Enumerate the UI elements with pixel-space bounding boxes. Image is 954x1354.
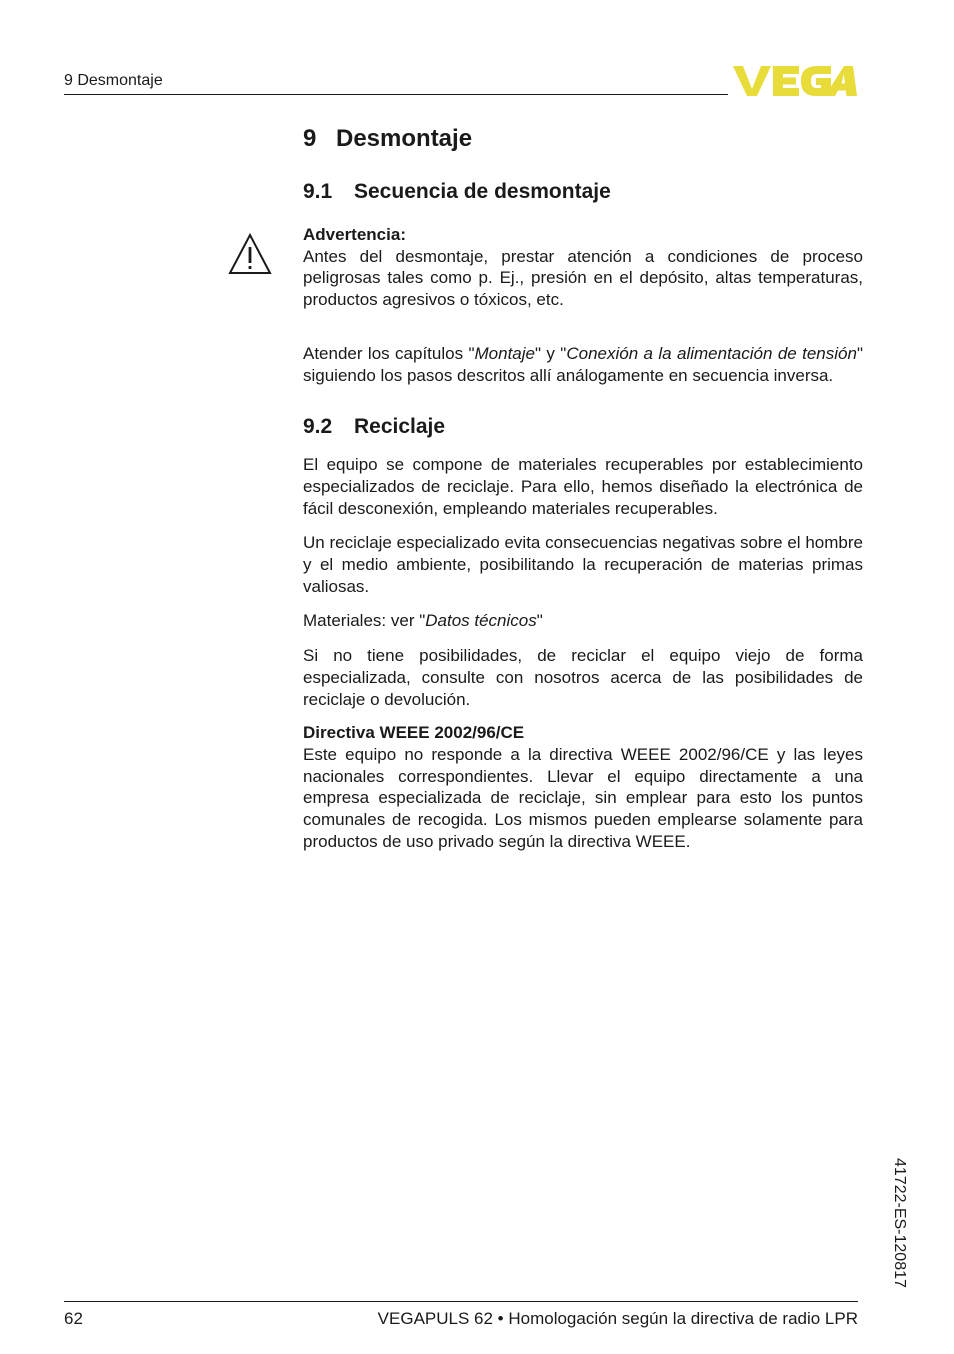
materials-paragraph — [303, 610, 863, 632]
recycling-paragraph-2: Un reciclaje especializado evita consecuencias negativas sobre el hombre y el medio ambiente, posibilitando la recuperación de materias primas valiosas. — [303, 533, 863, 596]
reference-conexion: Conexión a la alimentación de tensión — [566, 343, 857, 363]
footer-rule — [64, 1301, 858, 1302]
chapter-title: Desmontaje — [336, 125, 473, 152]
main-content — [303, 120, 863, 852]
footer-document-title: VEGAPULS 62 • Homologación según la directiva de radio LPR — [377, 1309, 858, 1328]
section-number: 9.1 — [303, 180, 333, 203]
disassembly-instructions — [303, 343, 863, 386]
running-header: 9 Desmontaje — [64, 72, 163, 89]
materials-prefix: Materiales: ver " — [303, 611, 426, 631]
section-number: 9.2 — [303, 415, 333, 439]
reference-montaje: Montaje — [474, 343, 535, 363]
chapter-number: 9 — [303, 125, 317, 152]
instructions-text-1: Atender los capítulos " — [303, 343, 475, 363]
section-heading-9-2 — [303, 412, 863, 442]
weee-heading: Directiva WEEE 2002/96/CE — [303, 723, 525, 743]
section-title: Secuencia de desmontaje — [354, 180, 611, 203]
document-code: 41722-ES-120817 — [891, 1158, 908, 1288]
vega-logo — [733, 64, 857, 98]
warning-triangle-icon — [228, 233, 272, 275]
instructions-text-3: " siguiendo los pasos descritos allí análogamente en secuencia inversa. — [303, 343, 863, 385]
instructions-text-2: " y " — [535, 343, 567, 363]
section-title: Reciclaje — [354, 415, 446, 439]
recycling-paragraph-4: Si no tiene posibilidades, de reciclar el equipo viejo de forma especializada, consulte con nosotros acerca de las posibilidades de reciclaje o devolución. — [303, 646, 863, 709]
page-number: 62 — [64, 1309, 83, 1328]
reference-datos-tecnicos: Datos técnicos — [425, 611, 537, 631]
warning-label: Advertencia: — [303, 225, 406, 244]
warning-text: Antes del desmontaje, prestar atención a condiciones de proceso peligrosas tales como p. Ej., presión en el depósito, altas temperaturas, productos agresivos o tóxicos, etc. — [303, 246, 863, 310]
section-heading-9-1 — [303, 177, 863, 207]
materials-suffix: " — [536, 611, 543, 631]
recycling-paragraph-1: El equipo se compone de materiales recuperables por establecimiento especializados de reciclaje. Para ello, hemos diseñado la electrónica de fácil desconexión, empleando materiales recuperables. — [303, 455, 863, 518]
weee-paragraph: Este equipo no responde a la directiva WEEE 2002/96/CE y las leyes nacionales correspondientes. Llevar el equipo directamente a una empresa especializada de reciclaje, sin emplear para esto los puntos comunales de recogida. Los mismos pueden emplearse solamente para productos de uso privado según la directiva WEEE. — [303, 744, 863, 851]
header-rule — [64, 94, 728, 95]
vega-logo-shapes — [733, 66, 857, 96]
chapter-heading — [303, 122, 863, 156]
